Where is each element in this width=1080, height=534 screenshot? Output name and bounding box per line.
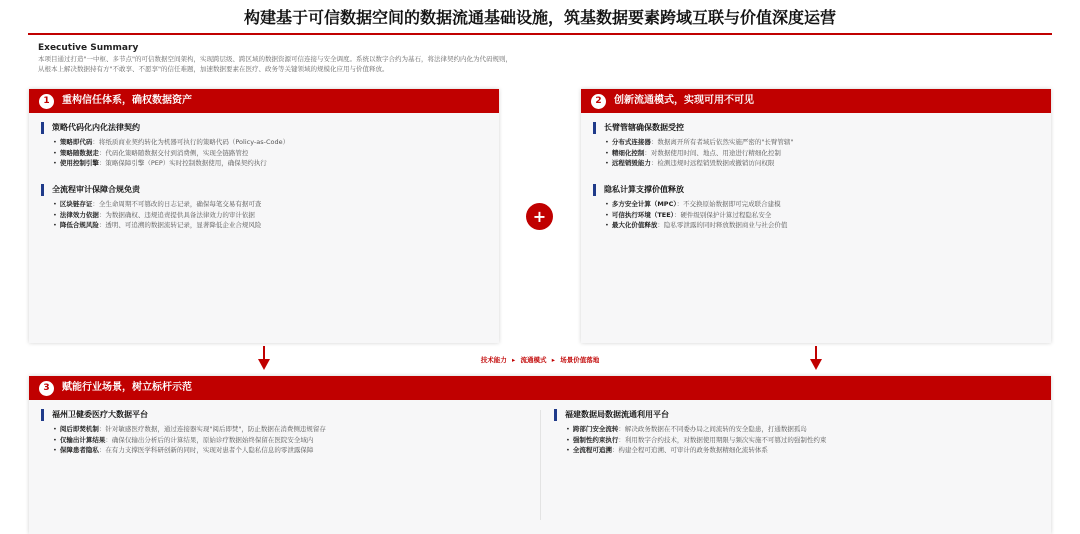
panel-title: 重构信任体系，确权数据资产: [62, 95, 192, 106]
panel-trust-system: [29, 89, 499, 343]
bullet-item: • 全流程可追溯：构建全程可追溯、可审计的政务数据精细化流转体系: [566, 445, 826, 456]
bullet-item: • 策略即代码：将纸质商业契约转化为机器可执行的策略代码（Policy-as-Code）: [53, 137, 289, 148]
flow-step: 技术能力: [480, 356, 507, 364]
section-privacy-compute: [593, 184, 787, 231]
flow-arrow-icon: ▸: [551, 356, 556, 364]
flow-label: [420, 355, 660, 365]
summary-heading: Executive Summary: [38, 43, 139, 53]
section-title: 福建数据局数据流通利用平台: [554, 409, 826, 421]
bullet-item: • 法律效力依据：为数据确权、违规追责提供具备法律效力的审计依据: [53, 210, 261, 221]
flow-step: 流通模式: [520, 356, 547, 364]
bullet-item: • 最大化价值释放：隐私零泄露的同时释放数据商业与社会价值: [605, 220, 787, 231]
panel-header: [29, 376, 1051, 400]
section-fuzhou-health: [41, 409, 326, 456]
bullet-item: • 远程销毁能力：检测违规时远程销毁数据或撤销访问权限: [605, 158, 793, 169]
number-badge: 3: [39, 381, 54, 396]
panel-title: 创新流通模式，实现可用不可见: [614, 95, 754, 106]
section-title: 隐私计算支撑价值释放: [593, 184, 787, 196]
plus-icon: +: [526, 203, 553, 230]
bullet-item: • 分布式连接器：数据离开所有者域后依然实施严密的"长臂管辖": [605, 137, 793, 148]
summary-line-2: 从根本上解决数据持有方"不敢享、不愿享"的信任难题，加速数据要素在医疗、政务等关键领域的规模化应用与价值释放。: [38, 65, 389, 73]
section-long-arm: [593, 122, 793, 169]
section-policy-code: [41, 122, 289, 169]
section-title: 长臂管辖确保数据受控: [593, 122, 793, 134]
bullet-item: • 阅后即焚机制：针对敏感医疗数据，通过连接器实现"阅后即焚"，防止数据在消费侧违规留存: [53, 424, 326, 435]
column-divider: [540, 410, 541, 520]
bullet-item: • 使用控制引擎：策略保障引擎（PEP）实时控制数据使用，确保契约执行: [53, 158, 289, 169]
bullet-item: • 策略随数据走：代码化策略随数据交付到消费侧，实现全链路管控: [53, 148, 289, 159]
panel-header: [581, 89, 1051, 113]
bullet-item: • 保障患者隐私：在有力支撑医学科研创新的同时，实现对患者个人隐私信息的零泄露保障: [53, 445, 326, 456]
section-audit: [41, 184, 261, 231]
bullet-item: • 跨部门安全流转：解决政务数据在不同委办局之间流转的安全隐患，打通数据孤岛: [566, 424, 826, 435]
section-title: 全流程审计保障合规免责: [41, 184, 261, 196]
down-arrow-icon: [810, 346, 822, 370]
page-title: 构建基于可信数据空间的数据流通基础设施，筑基数据要素跨域互联与价值深度运营: [243, 8, 836, 27]
bullet-item: • 降低合规风险：透明、可追溯的数据流转记录，显著降低企业合规风险: [53, 220, 261, 231]
number-badge: 1: [39, 94, 54, 109]
bullet-item: • 可信执行环境（TEE）：硬件级别保护计算过程隐私安全: [605, 210, 787, 221]
section-title: 福州卫健委医疗大数据平台: [41, 409, 326, 421]
panel-circulation-mode: [581, 89, 1051, 343]
bullet-item: • 强制性约束执行：利用数字合约技术，对数据使用期限与频次实施不可篡过的强制性约束: [566, 435, 826, 446]
panel-header: [29, 89, 499, 113]
panel-title: 赋能行业场景，树立标杆示范: [62, 382, 192, 393]
title-divider: [28, 33, 1052, 35]
down-arrow-icon: [258, 346, 270, 370]
summary-line-1: 本项目通过打造"一中枢、多节点"的可信数据空间架构，实现跨层级、跨区域的数据资源可信连接与安全调度。系统以数字合约为基石，将法律契约内化为代码规则，: [38, 55, 512, 63]
bullet-item: • 多方安全计算（MPC）：不交换原始数据即可完成联合建模: [605, 199, 787, 210]
bullet-item: • 仅输出计算结果：确保仅输出分析后的计算结果，原始诊疗数据始终保留在医院安全域内: [53, 435, 326, 446]
flow-step: 场景价值落地: [560, 356, 600, 364]
bullet-item: • 区块链存证：全生命周期不可篡改的日志记录，确保每笔交易有据可查: [53, 199, 261, 210]
number-badge: 2: [591, 94, 606, 109]
executive-summary: [38, 42, 1038, 74]
bullet-item: • 精细化控制：对数据使用时间、地点、用途进行精细化控制: [605, 148, 793, 159]
section-fujian-data-bureau: [554, 409, 826, 456]
flow-arrow-icon: ▸: [511, 356, 516, 364]
section-title: 策略代码化内化法律契约: [41, 122, 289, 134]
